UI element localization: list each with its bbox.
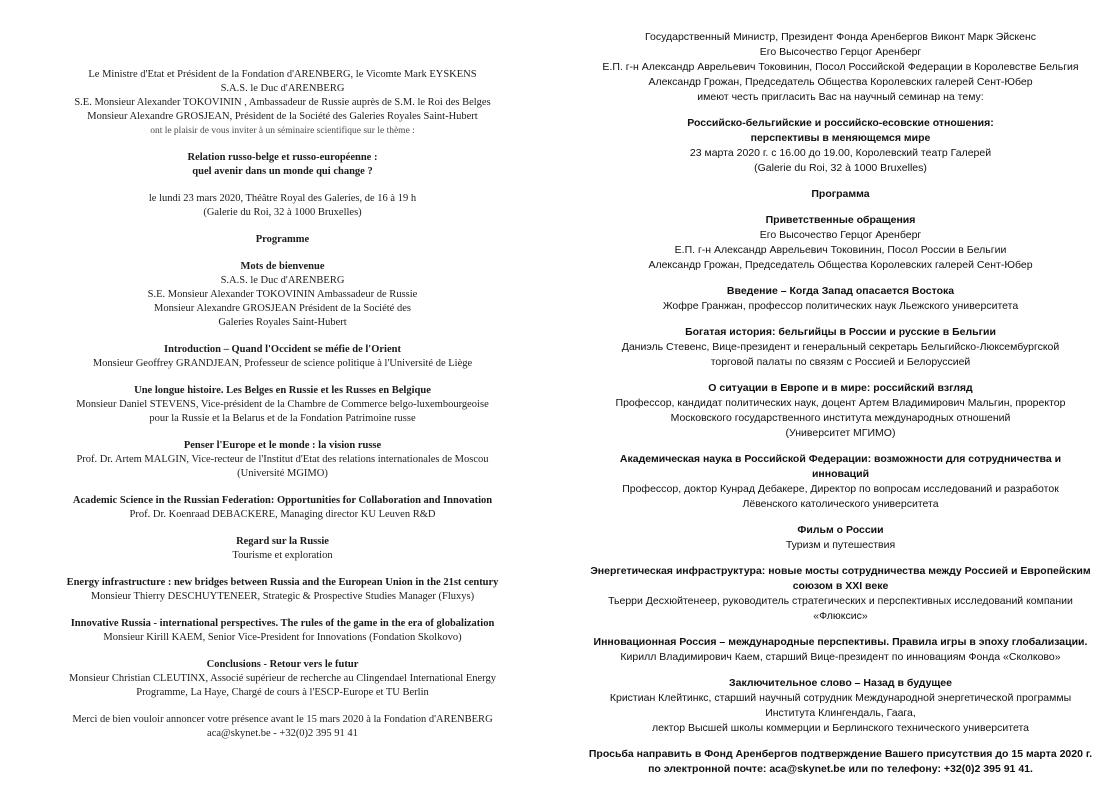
paragraph-block	[587, 284, 1094, 314]
paragraph-block	[50, 343, 515, 371]
heading-line: Фильм о России	[797, 524, 884, 536]
text-line: Даниэль Стевенс, Вице-президент и генеральный секретарь Бельгийско-Люксембургской	[621, 341, 1060, 353]
paragraph-block	[50, 384, 515, 426]
text-line: Лёвенского католического университета	[742, 498, 939, 510]
heading-line: Программа	[811, 188, 870, 200]
text-line: 23 марта 2020 г. с 16.00 до 19.00, Королевский театр Галерей	[689, 147, 992, 159]
text-line: Тьерри Десхюйтенеер, руководитель стратегических и перспективных исследований компании	[608, 595, 1073, 607]
heading-line: Инновационная Россия – международные перспективы. Правила игры в эпоху глобализации.	[593, 636, 1088, 648]
paragraph-block	[50, 658, 515, 700]
text-line: Александр Грожан, Председатель Общества Королевских галерей Сент-Юбер	[648, 76, 1033, 88]
text-line: (Galerie du Roi, 32 à 1000 Bruxelles)	[754, 162, 927, 174]
text-line: le lundi 23 mars 2020, Théâtre Royal des Galeries, de 16 à 19 h	[148, 193, 417, 204]
paragraph-block	[50, 260, 515, 330]
heading-line: Introduction – Quand l'Occident se méfie de l'Orient	[164, 344, 401, 355]
text-line: pour la Russie et la Belarus et de la Fondation Patrimoine russe	[149, 413, 416, 424]
text-line: Prof. Dr. Artem MALGIN, Vice-recteur de l'Institut d'Etat des relations internationales de Moscou	[76, 454, 489, 465]
paragraph-block	[50, 192, 515, 220]
text-line: Galeries Royales Saint-Hubert	[218, 317, 347, 328]
text-line: Merci de bien vouloir annoncer votre présence avant le 15 mars 2020 à la Fondation d'ARENBERG	[72, 714, 493, 725]
text-line: Е.П. г-н Александр Аврельевич Токовинин, Посол России в Бельгии	[674, 244, 1007, 256]
paragraph-block	[50, 68, 515, 138]
text-line: Кристиан Клейтинкс, старший научный сотрудник Международной энергетической программы	[609, 692, 1072, 704]
heading-line: quel avenir dans un monde qui change ?	[192, 166, 373, 177]
paragraph-block	[587, 325, 1094, 370]
page-right-russian	[559, 0, 1118, 790]
paragraph-block	[587, 187, 1094, 202]
paragraph-block	[587, 30, 1094, 105]
text-line: имеют честь пригласить Вас на научный семинар на тему:	[697, 91, 984, 103]
heading-line: Академическая наука в Российской Федерации: возможности для сотрудничества и	[619, 453, 1062, 465]
text-line: Monsieur Geoffrey GRANDJEAN, Professeur de science politique à l'Université de Liège	[92, 358, 473, 369]
heading-line: по электронной почте: aca@skynet.be или по телефону: +32(0)2 395 91 41.	[648, 763, 1033, 775]
heading-line: инноваций	[811, 468, 870, 480]
paragraph-block	[587, 676, 1094, 736]
text-line: Monsieur Kirill KAEM, Senior Vice-President for Innovations (Fondation Skolkovo)	[103, 632, 462, 643]
paragraph-block	[50, 494, 515, 522]
text-line: Жофре Гранжан, профессор политических наук Льежского университета	[662, 300, 1019, 312]
heading-line: Relation russo-belge et russo-européenne :	[187, 152, 378, 163]
heading-line: Energy infrastructure : new bridges between Russia and the European Union in the 21st century	[66, 577, 499, 588]
text-line: Государственный Министр, Президент Фонда Аренбергов Виконт Марк Эйскенс	[645, 31, 1036, 43]
heading-line: Innovative Russia - international perspectives. The rules of the game in the era of globalization	[70, 618, 495, 629]
text-line: Его Высочество Герцог Аренберг	[759, 46, 922, 58]
paragraph-block	[50, 233, 515, 247]
text-line: S.E. Monsieur Alexander TOKOVININ Ambassadeur de Russie	[147, 289, 418, 300]
text-line: (Université MGIMO)	[237, 468, 328, 479]
heading-line: Penser l'Europe et le monde : la vision russe	[183, 440, 382, 451]
text-line: Е.П. г-н Александр Аврельевич Токовинин, Посол Российской Федерации в Королевстве Бельгия	[602, 61, 1079, 73]
text-line: Monsieur Daniel STEVENS, Vice-président de la Chambre de Commerce belgo-luxembourgeoise	[76, 399, 489, 410]
text-line: S.E. Monsieur Alexander TOKOVININ , Ambassadeur de Russie auprès de S.M. le Roi des Belges	[74, 97, 491, 108]
text-line: Monsieur Alexandre GROSJEAN Président de la Société des	[154, 303, 411, 314]
heading-line: Российско-бельгийские и российско-есовские отношения:	[687, 117, 994, 129]
text-line: (Университет МГИМО)	[785, 427, 896, 439]
text-line: S.A.S. le Duc d'ARENBERG	[220, 83, 345, 94]
text-line: Александр Грожан, Председатель Общества Королевских галерей Сент-Юбер	[648, 259, 1033, 271]
paragraph-block	[587, 381, 1094, 441]
paragraph-block	[50, 439, 515, 481]
text-line: aca@skynet.be - +32(0)2 395 91 41	[207, 728, 358, 739]
text-line: «Флюксис»	[813, 610, 868, 622]
paragraph-block	[587, 635, 1094, 665]
text-line: лектор Высшей школы коммерции и Берлинского технического университета	[652, 722, 1029, 734]
text-line: Monsieur Christian CLEUTINX, Associé supérieur de recherche au Clingendael International Energy	[69, 673, 496, 684]
heading-line: Regard sur la Russie	[236, 536, 329, 547]
text-line: ont le plaisir de vous inviter à un séminaire scientifique sur le thème :	[150, 126, 415, 136]
paragraph-block	[50, 535, 515, 563]
heading-line: Введение – Когда Запад опасается Востока	[726, 285, 955, 297]
heading-line: Богатая история: бельгийцы в России и русские в Бельгии	[685, 326, 996, 338]
text-line: Института Клингендаль, Гаага,	[765, 707, 916, 719]
heading-line: Conclusions - Retour vers le futur	[206, 659, 359, 670]
text-line: Московского государственного института международных отношений	[670, 412, 1011, 424]
heading-line: Une longue histoire. Les Belges en Russie et les Russes en Belgique	[134, 385, 431, 396]
heading-line: союзом в XXI веке	[792, 580, 889, 592]
heading-line: Просьба направить в Фонд Аренбергов подтверждение Вашего присутствия до 15 марта 2020 г.	[588, 748, 1093, 760]
heading-line: Programme	[255, 234, 310, 245]
text-line: Его Высочество Герцог Аренберг	[759, 229, 922, 241]
text-line: Programme, La Haye, Chargé de cours à l'ESCP-Europe et TU Berlin	[136, 687, 429, 698]
heading-line: О ситуации в Европе и в мире: российский взгляд	[708, 382, 973, 394]
heading-line: перспективы в меняющемся мире	[750, 132, 931, 144]
text-line: Кирилл Владимирович Каем, старший Вице-президент по инновациям Фонда «Сколково»	[620, 651, 1061, 663]
text-line: Туризм и путешествия	[785, 539, 896, 551]
paragraph-block	[50, 713, 515, 741]
text-line: Профессор, кандидат политических наук, доцент Артем Владимирович Мальгин, проректор	[615, 397, 1066, 409]
paragraph-block	[587, 213, 1094, 273]
text-line: Le Ministre d'Etat et Président de la Fondation d'ARENBERG, le Vicomte Mark EYSKENS	[88, 69, 477, 80]
paragraph-block	[587, 564, 1094, 624]
heading-line: Энергетическая инфраструктура: новые мосты сотрудничества между Россией и Европейским	[590, 565, 1091, 577]
heading-line: Заключительное слово – Назад в будущее	[729, 677, 952, 689]
heading-line: Mots de bienvenue	[240, 261, 325, 272]
paragraph-block	[50, 576, 515, 604]
text-line: (Galerie du Roi, 32 à 1000 Bruxelles)	[203, 207, 362, 218]
paragraph-block	[50, 617, 515, 645]
text-line: Профессор, доктор Кунрад Дебакере, Директор по вопросам исследований и разработок	[622, 483, 1059, 495]
paragraph-block	[587, 747, 1094, 777]
text-line: Monsieur Thierry DESCHUYTENEER, Strategic & Prospective Studies Manager (Fluxys)	[90, 591, 475, 602]
text-line: Tourisme et exploration	[232, 550, 333, 561]
paragraph-block	[587, 116, 1094, 176]
heading-line: Academic Science in the Russian Federation: Opportunities for Collaboration and Innovation	[72, 495, 493, 506]
paragraph-block	[587, 523, 1094, 553]
heading-line: Приветственные обращения	[765, 214, 916, 226]
text-line: Prof. Dr. Koenraad DEBACKERE, Managing director KU Leuven R&D	[129, 509, 436, 520]
text-line: S.A.S. le Duc d'ARENBERG	[220, 275, 345, 286]
paragraph-block	[50, 151, 515, 179]
text-line: Monsieur Alexandre GROSJEAN, Président de la Société des Galeries Royales Saint-Hubert	[87, 111, 478, 122]
paragraph-block	[587, 452, 1094, 512]
text-line: торговой палаты по связям с Россией и Белоруссией	[710, 356, 971, 368]
